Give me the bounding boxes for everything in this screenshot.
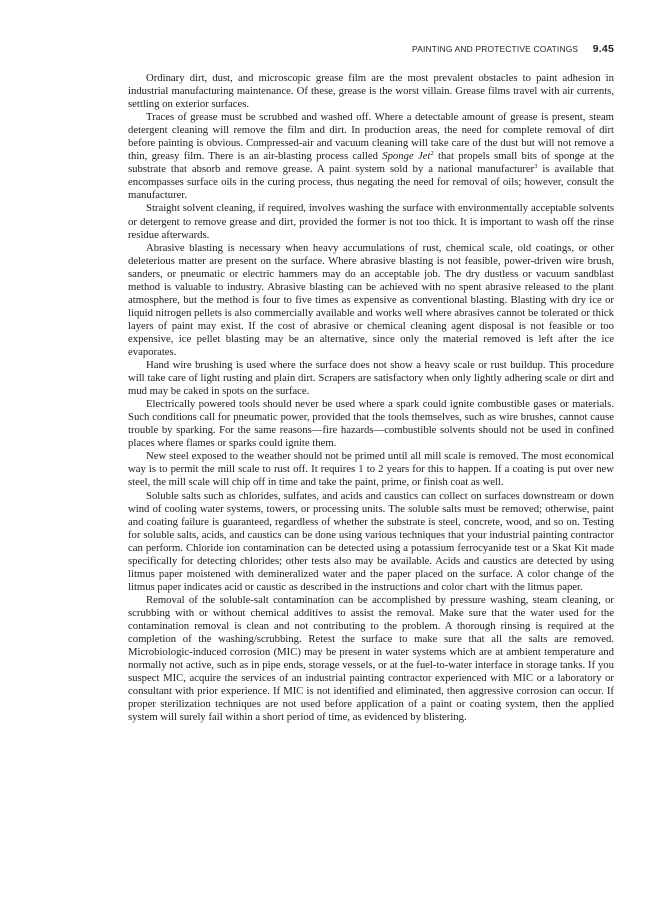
page-number: 9.45	[592, 43, 614, 55]
paragraph-salt-removal: Removal of the soluble-salt contamination can be accomplished by pressure washing, steam cleaning, or scrubbing with or without chemical additives to assist the removal. Make sure that the water used for the contamination removal is clean and not contributing to the problem. A thorough rinsing is required at the completion of the washing/scrubbing. Retest the surface to make sure that all the salts are removed. Microbiologic-induced corrosion (MIC) may be present in water systems which are at ambient temperature and normally not active, such as in pipe ends, storage vessels, or at the fuel-to-water interface in storage tanks. If you suspect MIC, acquire the services of an industrial painting contractor experienced with MIC or a laboratory or consultant with prior experience. If MIC is not identified and eliminated, then aggressive corrosion can occur. If proper sterilization techniques are not used before application of a paint or coating system, then the applied system will surely fail within a short period of time, as evidenced by blistering.	[128, 593, 614, 724]
paragraph-new-steel: New steel exposed to the weather should not be primed until all mill scale is removed. The most economical way is to permit the mill scale to rust off. It requires 1 to 2 years for this to happen. If a coating is put over new steel, the mill scale will chip off in time and take the paint, prime, or finish coat as well.	[128, 450, 614, 489]
paragraph-dirt-dust-grease: Ordinary dirt, dust, and microscopic grease film are the most prevalent obstacles to paint adhesion in industrial manufacturing maintenance. Of these, grease is the worst villain. Grease films travel with air currents, settling on exterior surfaces.	[128, 72, 614, 111]
paragraph-abrasive-blasting: Abrasive blasting is necessary when heavy accumulations of rust, chemical scale, old coatings, or other deleterious matter are present on the surface. Where abrasive blasting is not feasible, power-driven wire brush, sanders, or pneumatic or electric hammers may do an acceptable job. The dry dustless or vacuum sandblast method is valuable to industry. Abrasive blasting can be achieved with no spent abrasive released to the plant atmosphere, but the method is four to five times as expensive as conventional blasting. Blasting with dry ice or liquid nitrogen pellets is also commercially available and works well where abrasives cannot be tolerated or thick layers of paint may exist. If the cost of abrasive or chemical cleaning agent disposal is not feasible or too expensive, ice pellet blasting may be an alternative, since only the material removed is left after the ice evaporates.	[128, 241, 614, 358]
paragraph-text: that propels small bits of sponge at the substrate that absorb and remove grease. A paint system sold by a national manufacturer	[128, 150, 615, 176]
paragraph-text: is available that encompasses surface oils in the curing process, thus negating the need for removal of oils; however, consult the manufacturer.	[128, 163, 614, 202]
body-text	[128, 72, 614, 724]
paragraph-powered-tools: Electrically powered tools should never be used where a spark could ignite combustible gases or materials. Such conditions call for pneumatic power, provided that the tools themselves, such as wire brushes, cannot cause trouble by sparking. For the same reasons—fire hazards—combustible solvents should not be used in confined places where flames or sparks could ignite them.	[128, 398, 614, 450]
paragraph-soluble-salts: Soluble salts such as chlorides, sulfates, and acids and caustics can collect on surfaces downstream or down wind of cooling water systems, towers, or processing units. The soluble salts must be removed; otherwise, paint and coating failure is guaranteed, regardless of whether the substrate is steel, concrete, wood, and so on. Testing for soluble salts, acids, and caustics can be done using various techniques that your industrial painting contractor can perform. Chloride ion contamination can be detected using a potassium ferrocyanide test or a Skat Kit made specifically for detecting chlorides; other tests also may be available. Acids and caustics are detected by using litmus paper moistened with demineralized water and the paper placed on the surface. A color change of the litmus paper indicates acid or caustic as described in the instructions and color chart with the litmus paper.	[128, 489, 614, 593]
footnote-reference: 3	[534, 163, 538, 171]
paragraph-solvent-cleaning: Straight solvent cleaning, if required, involves washing the surface with environmentally acceptable solvents or detergent to remove grease and dirt, provided the former is not too thick. It is important to wash off the rinse residue afterwards.	[128, 202, 614, 241]
paragraph-hand-wire-brushing: Hand wire brushing is used where the surface does not show a heavy scale or rust buildup. This procedure will take care of light rusting and plain dirt. Scrapers are satisfactory when only lightly adhering scale or dirt and mud may be caked in spots on the surface.	[128, 359, 614, 398]
paragraph-grease-cleaning	[128, 111, 614, 202]
section-title: PAINTING AND PROTECTIVE COATINGS	[412, 44, 579, 54]
running-header	[128, 43, 614, 55]
product-name: Sponge Jet	[382, 150, 431, 163]
paragraph-text: Traces of grease must be scrubbed and washed off. Where a detectable amount of grease is present, steam detergent cleaning will remove the film and dirt. In production areas, the need for complete removal of dirt before painting is obvious. Compressed-air and vacuum cleaning will take care of the dust but will not remove a thin, greasy film. There is an air-blasting process called	[128, 111, 614, 163]
footnote-reference: 2	[430, 150, 434, 158]
